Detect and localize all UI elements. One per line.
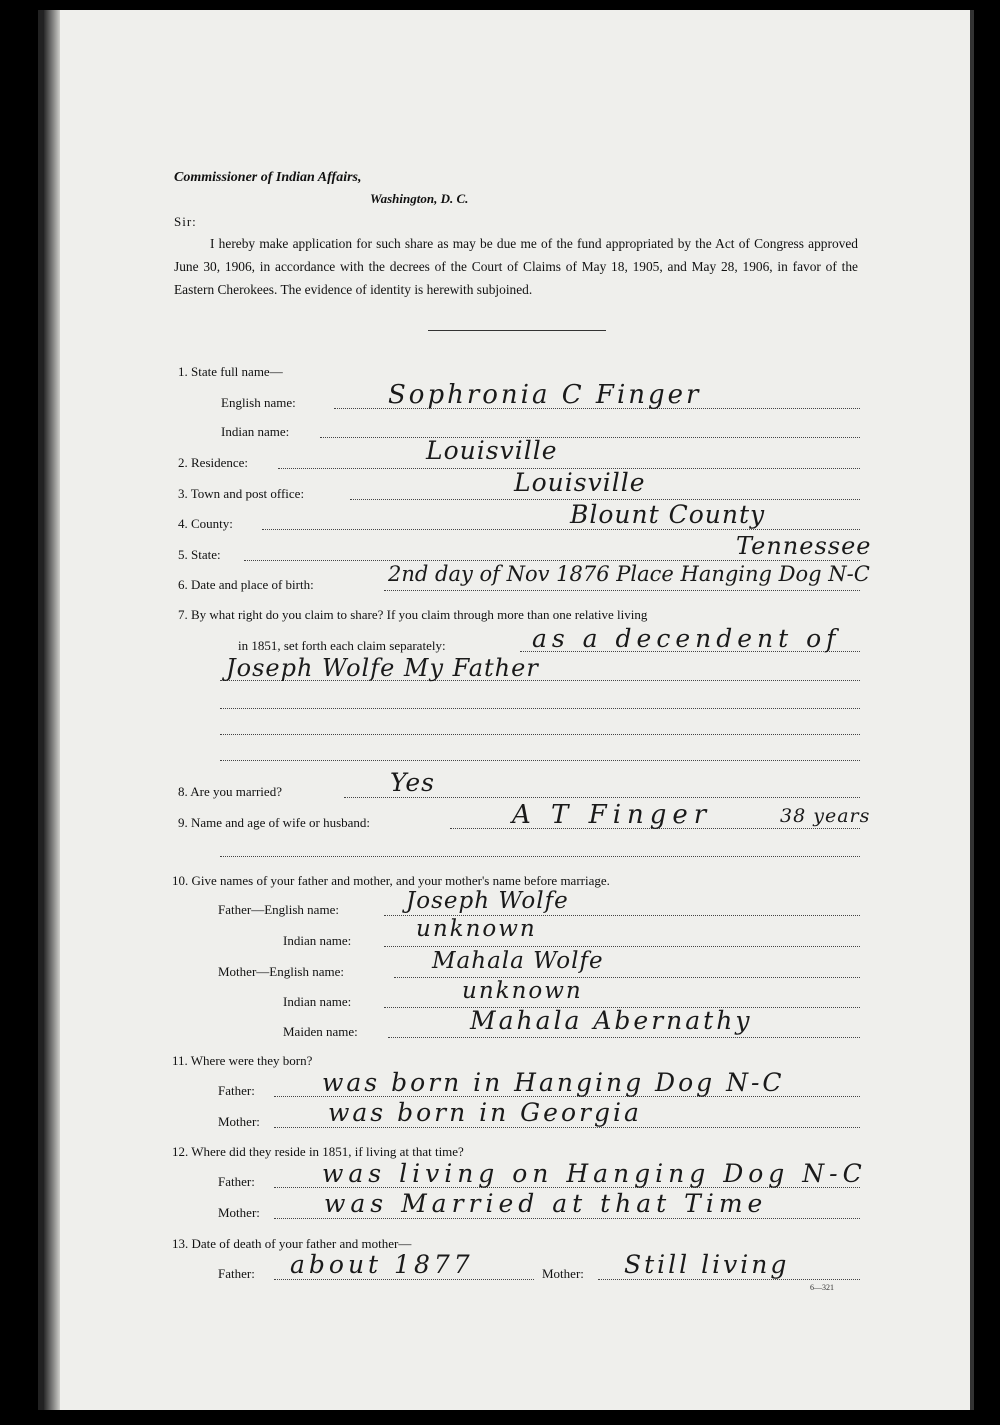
q8-label: 8. Are you married?	[178, 784, 282, 799]
q7-label: 7. By what right do you claim to share? If you claim through more than one relative living	[178, 607, 648, 622]
q11-label: 11. Where were they born?	[172, 1053, 313, 1068]
q12-mother-value: was Married at that Time	[324, 1189, 768, 1218]
q11-mother-label: Mother:	[218, 1114, 260, 1129]
father-english-label: Father—English name:	[218, 902, 339, 917]
q9-label: 9. Name and age of wife or husband:	[178, 815, 371, 830]
q4-label: 4. County:	[178, 516, 233, 531]
spouse-age-value: 38 years	[780, 805, 871, 827]
divider	[428, 330, 606, 331]
county-line	[262, 529, 860, 530]
mother-indian-label: Indian name:	[283, 994, 352, 1009]
q5-label: 5. State:	[178, 547, 221, 562]
addressee-city: Washington, D. C.	[370, 191, 469, 206]
q2-label: 2. Residence:	[178, 455, 249, 470]
mother-english-label: Mother—English name:	[218, 964, 345, 979]
q11-mother-value: was born in Georgia	[328, 1098, 642, 1127]
q12-father-label: Father:	[218, 1174, 255, 1189]
q11-father-label: Father:	[218, 1083, 255, 1098]
maiden-name-line	[388, 1037, 860, 1038]
birth-value: 2nd day of Nov 1876 Place Hanging Dog N-C	[388, 562, 870, 586]
maiden-name-value: Mahala Abernathy	[470, 1006, 753, 1035]
addressee: Commissioner of Indian Affairs,	[174, 170, 362, 185]
q12-father-value: was living on Hanging Dog N-C	[322, 1159, 867, 1188]
q12-mother-label: Mother:	[218, 1205, 260, 1220]
q13-mother-label: Mother:	[542, 1266, 584, 1281]
claim-line-5	[220, 760, 860, 761]
salutation: Sir:	[174, 214, 197, 229]
q13-father-line	[274, 1279, 534, 1280]
residence-value: Louisville	[426, 436, 558, 465]
indian-name-label: Indian name:	[221, 424, 290, 439]
scan-edge	[44, 10, 60, 1410]
q3-label: 3. Town and post office:	[178, 486, 305, 501]
mother-indian-value: unknown	[462, 978, 583, 1004]
q6-label: 6. Date and place of birth:	[178, 577, 314, 592]
father-indian-line	[384, 946, 860, 947]
claim-value-1: as a decendent of	[532, 624, 841, 653]
claim-line-4	[220, 734, 860, 735]
q11-mother-line	[274, 1127, 860, 1128]
english-name-label: English name:	[221, 395, 296, 410]
maiden-name-label: Maiden name:	[283, 1024, 358, 1039]
q13-father-value: about 1877	[290, 1250, 474, 1279]
married-line	[344, 797, 860, 798]
q11-father-value: was born in Hanging Dog N-C	[322, 1068, 785, 1097]
application-form-page	[38, 10, 974, 1410]
birth-line	[384, 590, 860, 591]
mother-english-value: Mahala Wolfe	[432, 948, 604, 974]
indian-name-line	[320, 437, 860, 438]
intro-paragraph: I hereby make application for such share as may be due me of the fund appropriated by the Act of Congress approved June 30, 1906, in accordance with the decrees of the Court of Claims of May 18, 1905, and May 28, 1906, in favor of the Eastern Cherokees. The evidence of identity is herewith subjoined.	[174, 236, 858, 297]
state-line	[244, 560, 860, 561]
form-code: 6—321	[810, 1283, 834, 1292]
q13-mother-line	[598, 1279, 860, 1280]
father-indian-label: Indian name:	[283, 933, 352, 948]
english-name-value: Sophronia C Finger	[388, 380, 702, 410]
spouse-line-2	[220, 856, 860, 857]
q7-label-continued: in 1851, set forth each claim separately:	[238, 638, 446, 653]
father-indian-value: unknown	[416, 916, 537, 942]
state-value: Tennessee	[736, 532, 872, 560]
married-value: Yes	[390, 768, 435, 797]
q13-label: 13. Date of death of your father and mother—	[172, 1236, 412, 1251]
q1-label: 1. State full name—	[178, 364, 283, 379]
county-value: Blount County	[570, 500, 766, 529]
post-office-value: Louisville	[514, 468, 646, 497]
q13-father-label: Father:	[218, 1266, 255, 1281]
q10-label: 10. Give names of your father and mother, and your mother's name before marriage.	[172, 873, 610, 888]
claim-line-3	[220, 708, 860, 709]
q13-mother-value: Still living	[624, 1250, 790, 1279]
spouse-name-value: A T Finger	[512, 800, 713, 830]
father-english-value: Joseph Wolfe	[406, 888, 569, 914]
q12-mother-line	[274, 1218, 860, 1219]
q12-label: 12. Where did they reside in 1851, if living at that time?	[172, 1144, 464, 1159]
claim-value-2: Joseph Wolfe My Father	[226, 654, 539, 682]
